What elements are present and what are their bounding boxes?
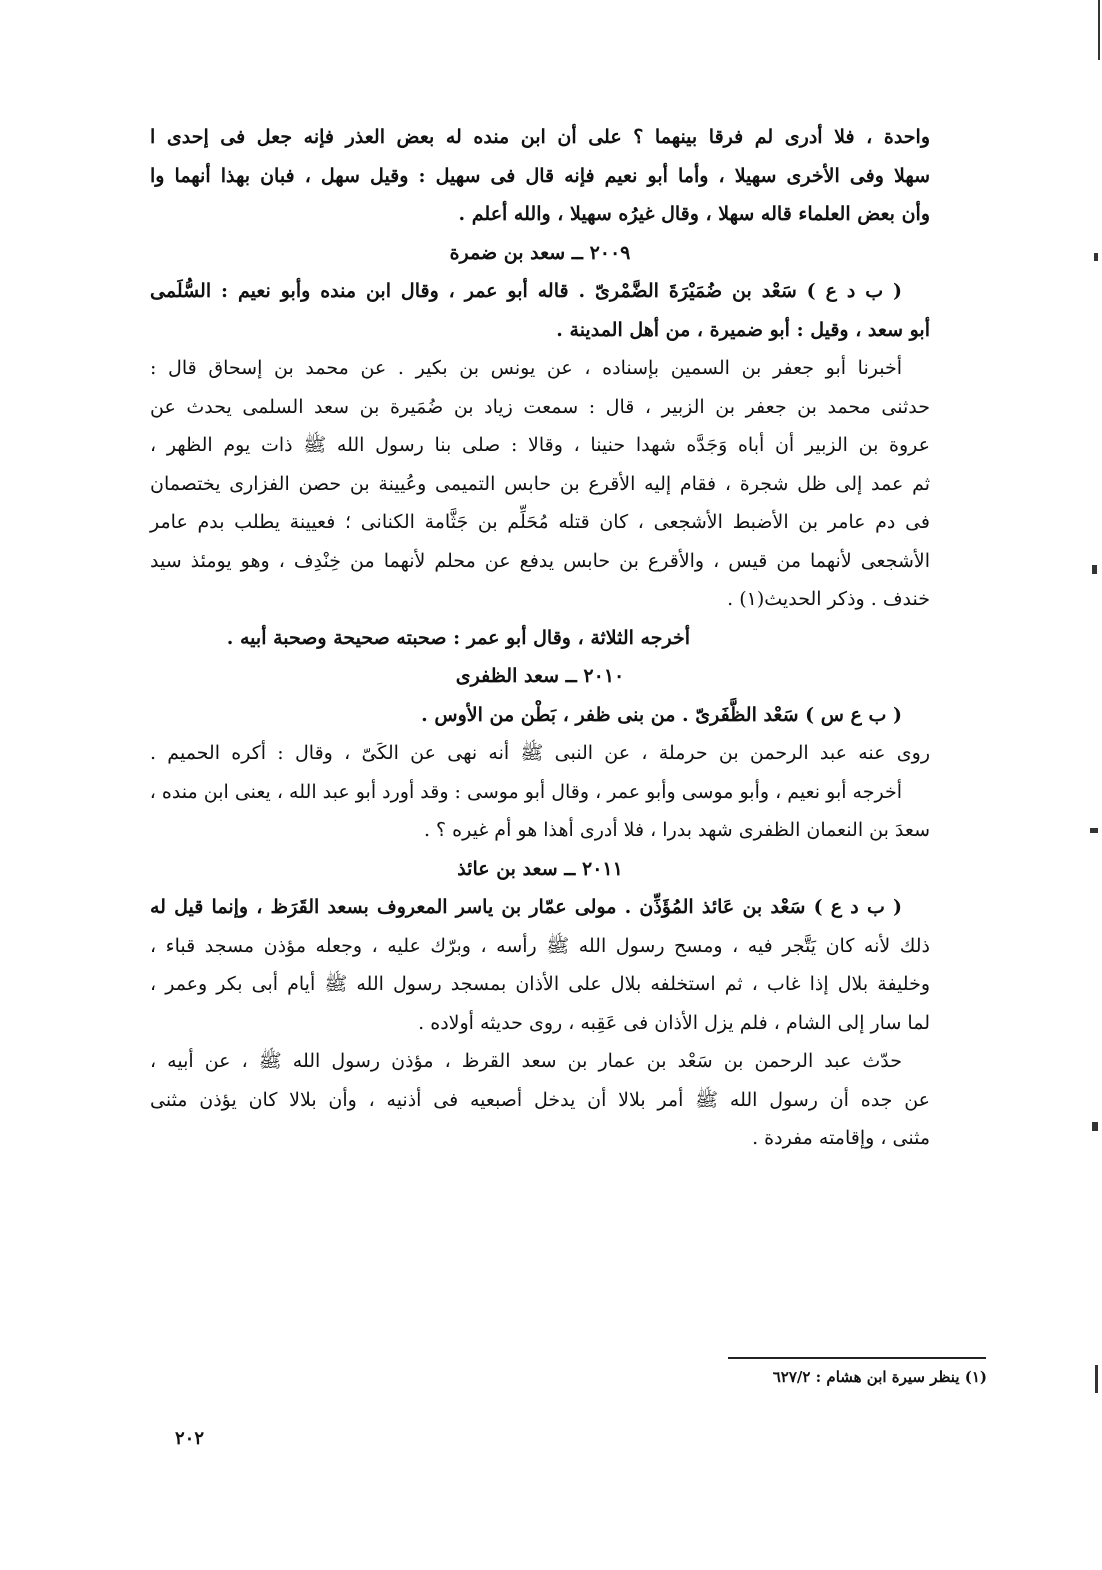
footnote-divider — [728, 1357, 986, 1359]
entry-intro-line: أبو سعد ، وقيل : أبو ضميرة ، من أهل المدينة . — [556, 318, 930, 341]
main-text — [150, 118, 930, 1158]
paragraph-line: حدثنى محمد بن جعفر بن الزبير ، قال : سمعت زياد بن ضُمَيرة بن سعد السلمى يحدث عن — [150, 395, 930, 418]
entry-heading-2011: ٢٠١١ ــ سعد بن عائذ — [457, 857, 623, 880]
entry-intro-line: ( ب د ع ) سَعْد بن ضُمَيْرَةَ الضَّمْرىّ . قاله أبو عمر ، وقال ابن منده وأبو نعيم : السُّلَمى — [150, 280, 902, 302]
text-line: سهلا وفى الأخرى سهيلا ، وأما أبو نعيم فإنه قال فى سهيل : وقيل سهل ، فبان بهذا أنهما وا — [150, 164, 930, 187]
paragraph-line: عروة بن الزبير أن أباه وَجَدَّه شهدا حنينا ، وقالا : صلى بنا رسول الله ﷺ ذات يوم الظهر ، — [150, 434, 930, 456]
paragraph-line: ذلك لأنه كان يَتَّجر فيه ، ومسح رسول الله ﷺ رأسه ، وبرّك عليه ، وجعله مؤذن مسجد قباء ، — [150, 934, 930, 957]
paragraph-line: وخليفة بلال إذا غاب ، ثم استخلفه بلال على الأذان بمسجد رسول الله ﷺ أيام أبى بكر وعمر ، — [150, 973, 930, 995]
paragraph-line: حدّث عبد الرحمن بن سَعْد بن عمار بن سعد القرظ ، مؤذن رسول الله ﷺ ، عن أبيه ، — [150, 1050, 902, 1072]
paragraph-line: عن جده أن رسول الله ﷺ أمر بلالا أن يدخل أصبعيه فى أذنيه ، وأن بلالا كان يؤذن مثنى — [150, 1088, 930, 1111]
margin-line-mark — [1098, 0, 1100, 60]
entry-heading-2009: ٢٠٠٩ ــ سعد بن ضمرة — [449, 241, 631, 264]
margin-dot-mark — [1090, 828, 1098, 833]
paragraph-line: لما سار إلى الشام ، فلم يزل الأذان فى عَقِبه ، روى حديثه أولاده . — [418, 1011, 930, 1034]
margin-dot-mark — [1094, 253, 1098, 261]
paragraph-line: خندف . وذكر الحديث(١) . — [727, 588, 930, 610]
paragraph-line: فى دم عامر بن الأضبط الأشجعى ، كان قتله مُحَلِّم بن جَثَّامة الكنانى ؛ فعيينة يطلب بدم عامر — [150, 511, 930, 533]
paragraph-line: روى عنه عبد الرحمن بن حرملة ، عن النبى ﷺ أنه نهى عن الكَىّ ، وقال : أكره الحميم . — [150, 742, 930, 764]
margin-line-mark — [1095, 1365, 1098, 1393]
entry-intro-line: ( ب ع س ) سَعْد الظَّفَرىّ . من بنى ظفر ، بَطْن من الأوس . — [421, 703, 902, 726]
text-line: وأن بعض العلماء قاله سهلا ، وقال غيرُه سهيلا ، والله أعلم . — [458, 203, 930, 225]
margin-dot-mark — [1092, 1122, 1098, 1131]
text-line: واحدة ، فلا أدرى لم فرقا بينهما ؟ على أن ابن منده له بعض العذر فإنه جعل فى إحدى ا — [150, 126, 930, 148]
page-number: ٢٠٢ — [175, 1428, 205, 1449]
entry-intro-line: ( ب د ع ) سَعْد بن عَائذ المُؤَذِّن . مولى عمّار بن ياسر المعروف بسعد القَرَظ ، وإنما قيل له — [150, 896, 902, 918]
margin-dot-mark — [1092, 565, 1097, 574]
paragraph-line: الأشجعى لأنهما من قيس ، والأقرع بن حابس يدفع عن محلم لأنهما من خِنْدِف ، وهو يومئذ سيد — [150, 549, 930, 572]
footnote: (١) ينظر سيرة ابن هشام : ٦٢٧/٢ — [772, 1368, 987, 1386]
paragraph-line: ثم عمد إلى ظل شجرة ، فقام إليه الأقرع بن حابس التميمى وعُيينة بن حصن الفزارى يختصمان — [150, 472, 930, 495]
paragraph-line: أخبرنا أبو جعفر بن السمين بإسناده ، عن يونس بن بكير . عن محمد بن إسحاق قال : — [150, 357, 902, 379]
paragraph-line: سعدَ بن النعمان الظفرى شهد بدرا ، فلا أدرى أهذا هو أم غيره ؟ . — [423, 819, 930, 841]
paragraph-line: مثنى ، وإقامته مفردة . — [752, 1127, 930, 1149]
entry-heading-2010: ٢٠١٠ ــ سعد الظفرى — [455, 665, 625, 687]
closing-line: أخرجه الثلاثة ، وقال أبو عمر : صحبته صحيحة وصحبة أبيه . — [226, 626, 690, 649]
paragraph-line: أخرجه أبو نعيم ، وأبو موسى وأبو عمر ، وقال أبو موسى : وقد أورد أبو عبد الله ، يعنى ابن منده ، — [149, 780, 902, 803]
